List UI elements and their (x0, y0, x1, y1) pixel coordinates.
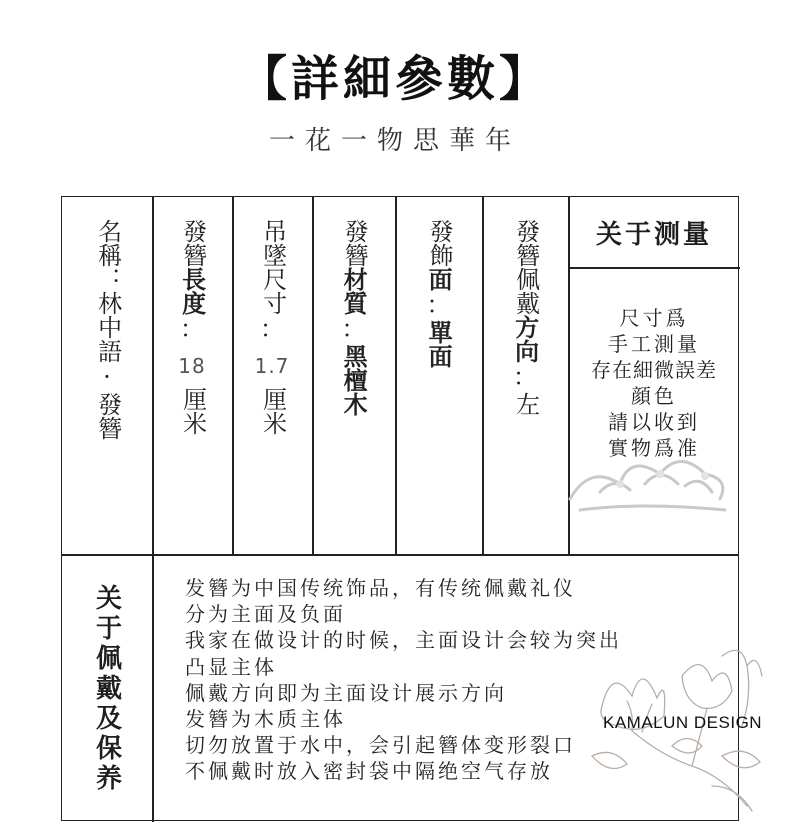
pendant-unit: 厘米 (258, 386, 287, 435)
care-line: 发簪为木质主体 (185, 706, 346, 731)
measure-line: 存在細微誤差 (591, 358, 717, 382)
face-label-b: 面 (424, 267, 454, 291)
name-value: 林中語 (93, 291, 122, 363)
length-value: 18 (178, 354, 206, 379)
care-line: 分为主面及负面 (185, 602, 346, 627)
direction-colon: ： (513, 363, 537, 391)
length-label-a: 發簪 (178, 219, 207, 267)
measure-note (568, 305, 740, 461)
page-subtitle: 一花一物思華年 (268, 126, 521, 156)
brand-watermark: KAMALUN DESIGN (603, 713, 763, 732)
material-label-b: 材質 (339, 267, 369, 315)
care-line: 发簪为中国传统饰品，有传统佩戴礼仪 (185, 576, 576, 600)
material-value: 黑檀木 (339, 344, 369, 417)
measure-line: 請以收到 (608, 410, 700, 434)
auspicious-cloud-icon (560, 444, 735, 524)
name-label: 名稱： (93, 219, 122, 291)
pendant-colon: ： (260, 315, 284, 343)
name-category: 發簪 (93, 392, 122, 441)
care-line: 我家在做设计的时候，主面设计会较为突出 (185, 628, 622, 653)
direction-label-b: 方向 (510, 315, 540, 363)
care-line: 佩戴方向即为主面设计展示方向 (185, 680, 507, 705)
measure-line: 實物爲准 (608, 436, 700, 460)
measure-heading: 关于测量 (595, 219, 712, 250)
direction-value: 左 (511, 392, 540, 417)
face-label-a: 發飾 (425, 219, 454, 267)
care-line: 不佩戴时放入密封袋中隔绝空气存放 (185, 759, 553, 784)
column-pendant-size (232, 219, 312, 549)
length-colon: ： (180, 315, 204, 343)
column-material (312, 219, 395, 549)
column-direction (482, 219, 568, 549)
care-line: 切勿放置于水中，会引起簪体变形裂口 (185, 733, 576, 758)
name-separator: · (103, 363, 111, 391)
page-title: 【詳細參數】 (238, 51, 551, 107)
column-face (395, 219, 482, 549)
material-colon: ： (341, 315, 366, 343)
length-label-b: 長度 (177, 267, 207, 315)
measure-line: 尺寸爲 (619, 306, 689, 330)
pendant-label-b: 尺寸 (258, 267, 287, 315)
column-name (62, 219, 152, 549)
measure-line: 手工測量 (608, 332, 700, 356)
care-line: 凸显主体 (185, 654, 277, 679)
page-header (0, 0, 790, 190)
pendant-value: 1.7 (254, 354, 290, 379)
care-divider (152, 555, 154, 822)
care-heading-text: 关于佩戴及保养 (91, 583, 122, 794)
material-label-a: 發簪 (340, 219, 369, 267)
face-value: 單面 (424, 320, 454, 369)
care-heading (62, 555, 152, 822)
measure-line: 顔色 (631, 384, 677, 408)
section-divider (62, 554, 738, 556)
measure-heading-divider (568, 267, 740, 269)
length-unit: 厘米 (178, 386, 207, 435)
pendant-label-a: 吊墜 (258, 219, 287, 267)
direction-label-a: 發簪佩戴 (511, 219, 540, 315)
face-colon: ： (426, 291, 451, 319)
column-length (152, 219, 232, 549)
